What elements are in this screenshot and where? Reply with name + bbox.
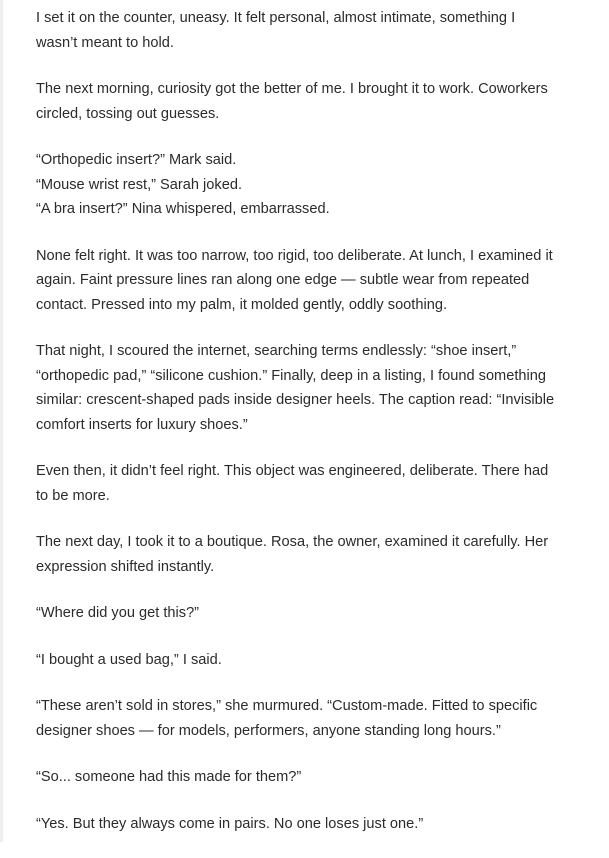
paragraph-dialogue	[36, 694, 596, 743]
text-line: expression shifted instantly.	[36, 558, 215, 575]
text-line: to be more.	[36, 487, 110, 504]
text-line: The next morning, curiosity got the better of me. I brought it to work. Coworkers	[36, 81, 548, 97]
text-line: “So... someone had this made for them?”	[36, 769, 302, 785]
left-border-rule	[0, 0, 3, 842]
text-line: wasn’t meant to hold.	[36, 34, 174, 51]
text-line: “A bra insert?” Nina whispered, embarrassed.	[36, 201, 330, 217]
text-line: That night, I scoured the internet, searching terms endlessly: “shoe insert,”	[36, 343, 517, 359]
text-line: None felt right. It was too narrow, too rigid, too deliberate. At lunch, I examined it	[36, 247, 553, 264]
paragraph	[36, 339, 596, 437]
text-line: “Yes. But they always come in pairs. No one loses just one.”	[36, 815, 424, 832]
text-line: “orthopedic pad,” “silicone cushion.” Finally, deep in a listing, I found something	[36, 367, 546, 384]
paragraph	[36, 77, 596, 126]
text-line: similar: crescent-shaped pads inside designer heels. The caption read: “Invisible	[36, 392, 555, 408]
text-line: “Where did you get this?”	[36, 605, 200, 621]
paragraph-dialogue	[36, 765, 596, 790]
paragraph	[36, 244, 596, 318]
text-line: “I bought a used bag,” I said.	[36, 651, 222, 668]
story-article	[36, 6, 596, 858]
text-line: “These aren’t sold in stores,” she murmured. “Custom-made. Fitted to specific	[36, 698, 538, 714]
paragraph-dialogue	[36, 812, 596, 837]
text-line: I set it on the counter, uneasy. It felt personal, almost intimate, something I	[36, 10, 516, 26]
text-line: designer shoes — for models, performers, anyone standing long hours.”	[36, 722, 501, 739]
text-line: comfort inserts for luxury shoes.”	[36, 416, 248, 433]
paragraph	[36, 459, 596, 508]
paragraph-dialogue	[36, 601, 596, 626]
text-line: contact. Pressed into my palm, it molded gently, oddly soothing.	[36, 296, 447, 313]
paragraph-dialogue	[36, 648, 596, 673]
paragraph	[36, 530, 596, 579]
text-line: “Orthopedic insert?” Mark said.	[36, 152, 237, 168]
text-line: The next day, I took it to a boutique. Rosa, the owner, examined it carefully. Her	[36, 534, 549, 550]
text-line: circled, tossing out guesses.	[36, 105, 220, 122]
paragraph-dialogue-guesses	[36, 148, 596, 222]
text-line: again. Faint pressure lines ran along one edge — subtle wear from repeated	[36, 272, 530, 288]
paragraph	[36, 6, 596, 55]
text-line: Even then, it didn’t feel right. This object was engineered, deliberate. There had	[36, 463, 549, 479]
text-line: “Mouse wrist rest,” Sarah joked.	[36, 176, 243, 193]
